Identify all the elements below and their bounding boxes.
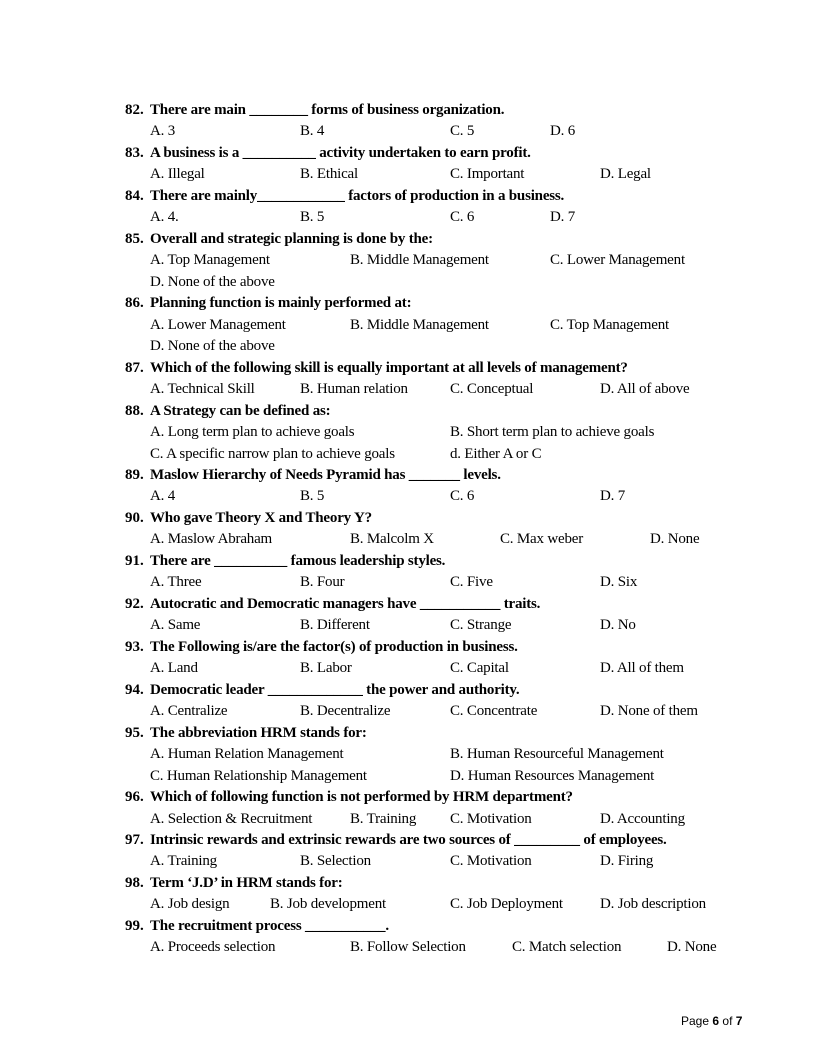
answer-option: C. A specific narrow plan to achieve goals	[150, 446, 395, 462]
answer-option: C. Top Management	[550, 317, 670, 333]
answer-option: B. Training	[350, 811, 417, 827]
answer-option: A. Top Management	[150, 252, 270, 268]
answer-option: B. Human Resourceful Management	[450, 746, 664, 762]
question-text: Who gave Theory X and Theory Y?	[150, 510, 372, 526]
answer-option: A. Maslow Abraham	[150, 531, 272, 547]
question-number: 91.	[125, 553, 144, 569]
question-text: Which of following function is not performed by HRM department?	[150, 789, 573, 805]
question-text: The Following is/are the factor(s) of production in business.	[150, 639, 518, 655]
answer-option: D. 7	[550, 209, 576, 225]
answer-option: C. Concentrate	[450, 703, 538, 719]
answer-option: C. Lower Management	[550, 252, 685, 268]
answer-option: D. Firing	[600, 853, 654, 869]
answer-option: B. Selection	[300, 853, 371, 869]
question-text: There are main ________ forms of business organization.	[150, 102, 505, 118]
answer-option: B. Follow Selection	[350, 939, 466, 955]
answer-option: C. Motivation	[450, 811, 532, 827]
answer-option: D. None of the above	[150, 274, 275, 290]
question-number: 85.	[125, 231, 144, 247]
question-number: 99.	[125, 918, 144, 934]
answer-option: D. Accounting	[600, 811, 685, 827]
question-number: 90.	[125, 510, 144, 526]
answer-option: D. Legal	[600, 166, 651, 182]
question-text: Maslow Hierarchy of Needs Pyramid has _______ levels.	[150, 467, 501, 483]
answer-option: A. Centralize	[150, 703, 228, 719]
answer-option: B. Human relation	[300, 381, 408, 397]
answer-option: C. 6	[450, 488, 475, 504]
question-number: 83.	[125, 145, 144, 161]
answer-option: C. 6	[450, 209, 475, 225]
answer-option: d. Either A or C	[450, 446, 542, 462]
answer-option: A. Training	[150, 853, 217, 869]
question-number: 96.	[125, 789, 144, 805]
answer-option: B. Job development	[270, 896, 386, 912]
answer-option: B. 5	[300, 209, 325, 225]
answer-option: A. 4.	[150, 209, 179, 225]
question-text: Planning function is mainly performed at:	[150, 295, 412, 311]
question-text: Democratic leader _____________ the power and authority.	[150, 682, 520, 698]
answer-option: C. Strange	[450, 617, 512, 633]
question-number: 95.	[125, 725, 144, 741]
answer-option: D. Job description	[600, 896, 706, 912]
answer-option: D. None	[667, 939, 717, 955]
answer-option: C. Match selection	[512, 939, 622, 955]
page-total: 7	[735, 1014, 743, 1028]
question-text: Autocratic and Democratic managers have ___________ traits.	[150, 596, 541, 612]
answer-option: A. 3	[150, 123, 176, 139]
answer-option: C. Human Relationship Management	[150, 768, 367, 784]
question-number: 86.	[125, 295, 144, 311]
question-number: 93.	[125, 639, 144, 655]
answer-option: B. Short term plan to achieve goals	[450, 424, 655, 440]
answer-option: D. 7	[600, 488, 626, 504]
answer-option: A. Proceeds selection	[150, 939, 276, 955]
of-label: of	[722, 1014, 733, 1028]
answer-option: D. All of above	[600, 381, 690, 397]
page-footer	[681, 1014, 742, 1028]
answer-option: C. Conceptual	[450, 381, 534, 397]
question-text: A business is a __________ activity undertaken to earn profit.	[150, 145, 531, 161]
question-number: 82.	[125, 102, 144, 118]
answer-option: B. Four	[300, 574, 345, 590]
answer-option: A. Human Relation Management	[150, 746, 344, 762]
answer-option: B. Middle Management	[350, 252, 489, 268]
answer-option: B. Middle Management	[350, 317, 489, 333]
answer-option: D. None of them	[600, 703, 698, 719]
answer-option: A. Technical Skill	[150, 381, 255, 397]
answer-option: D. Six	[600, 574, 638, 590]
answer-option: B. Labor	[300, 660, 352, 676]
answer-option: B. 4	[300, 123, 325, 139]
answer-option: A. Three	[150, 574, 202, 590]
question-text: The abbreviation HRM stands for:	[150, 725, 367, 741]
answer-option: D. None	[650, 531, 700, 547]
question-number: 87.	[125, 360, 144, 376]
answer-option: D. 6	[550, 123, 576, 139]
question-number: 88.	[125, 403, 144, 419]
answer-option: A. Long term plan to achieve goals	[150, 424, 355, 440]
page-number: 6	[712, 1014, 720, 1028]
answer-option: A. 4	[150, 488, 176, 504]
page-label: Page	[681, 1014, 710, 1028]
question-text: Which of the following skill is equally important at all levels of management?	[150, 360, 628, 376]
question-number: 89.	[125, 467, 144, 483]
answer-option: B. Ethical	[300, 166, 358, 182]
answer-option: D. Human Resources Management	[450, 768, 655, 784]
answer-option: D. No	[600, 617, 636, 633]
question-text: A Strategy can be defined as:	[150, 403, 331, 419]
answer-option: C. Important	[450, 166, 525, 182]
answer-option: A. Selection & Recruitment	[150, 811, 313, 827]
question-text: The recruitment process ___________.	[150, 918, 389, 934]
question-number: 97.	[125, 832, 144, 848]
answer-option: A. Same	[150, 617, 201, 633]
answer-option: B. 5	[300, 488, 325, 504]
question-number: 98.	[125, 875, 144, 891]
answer-option: C. Motivation	[450, 853, 532, 869]
answer-option: A. Land	[150, 660, 198, 676]
answer-option: A. Job design	[150, 896, 230, 912]
answer-option: B. Decentralize	[300, 703, 391, 719]
question-text: Overall and strategic planning is done by the:	[150, 231, 433, 247]
answer-option: A. Lower Management	[150, 317, 286, 333]
question-number: 94.	[125, 682, 144, 698]
answer-option: C. Job Deployment	[450, 896, 563, 912]
answer-option: A. Illegal	[150, 166, 205, 182]
question-number: 84.	[125, 188, 144, 204]
answer-option: C. Max weber	[500, 531, 583, 547]
question-text: Intrinsic rewards and extrinsic rewards are two sources of _________ of employees.	[150, 832, 667, 848]
question-text: There are mainly____________ factors of production in a business.	[150, 188, 565, 204]
answer-option: D. All of them	[600, 660, 684, 676]
answer-option: C. Capital	[450, 660, 509, 676]
answer-option: C. 5	[450, 123, 475, 139]
question-text: Term ‘J.D’ in HRM stands for:	[150, 875, 343, 891]
answer-option: C. Five	[450, 574, 493, 590]
answer-option: D. None of the above	[150, 338, 275, 354]
answer-option: B. Malcolm X	[350, 531, 434, 547]
question-text: There are __________ famous leadership styles.	[150, 553, 446, 569]
question-number: 92.	[125, 596, 144, 612]
answer-option: B. Different	[300, 617, 370, 633]
